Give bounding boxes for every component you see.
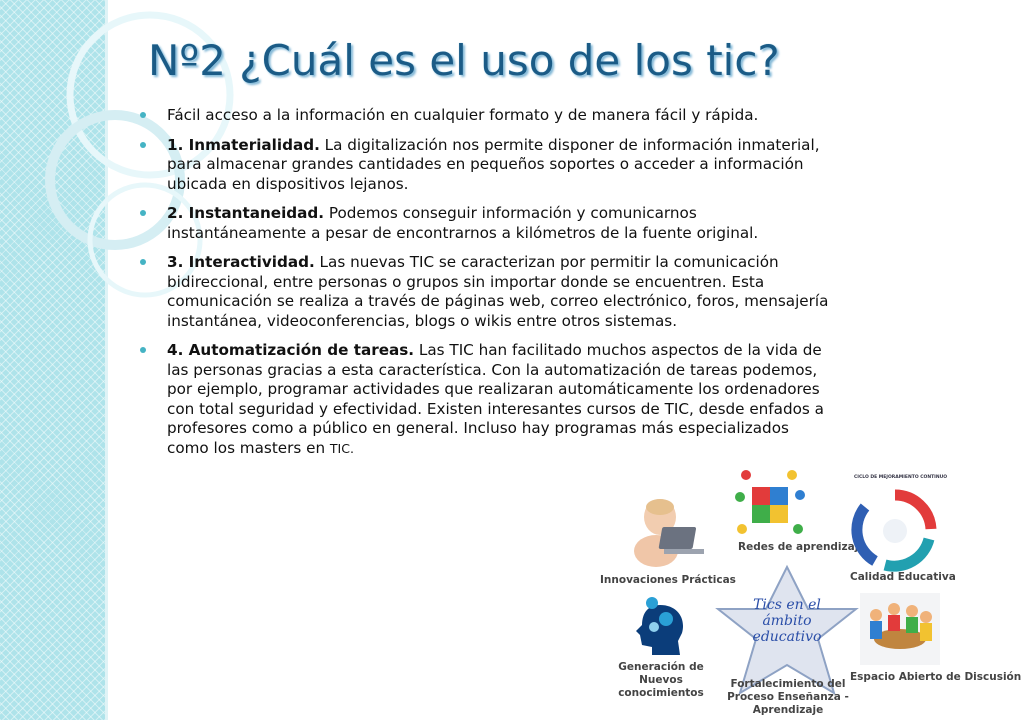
bullet-item <box>131 253 831 331</box>
label-generacion: Generación de Nuevos conocimientos <box>618 661 704 699</box>
label-espacio: Espacio Abierto de Discusión <box>850 671 1021 683</box>
bullet-text: Las nuevas TIC se caracterizan por permitir la comunicación bidireccional, entre personas o grupos sin importar donde se encuentren. Esta comunicación se realiza a través de páginas web, correo electrónico, foros, mensajería instantánea, videoconferencias, blogs o wikis entre otros sistemas. <box>167 253 829 330</box>
bullet-list <box>131 106 831 468</box>
slide-title: Nº2 ¿Cuál es el uso de los tic? <box>148 36 780 85</box>
bullet-dot-icon <box>140 347 146 353</box>
bullet-dot-icon <box>140 112 146 118</box>
puzzle-people-illustration <box>730 469 810 539</box>
label-redes: Redes de aprendizaje <box>738 541 866 553</box>
center-star-label: Tics en el ámbito educativo <box>752 597 822 645</box>
bullet-item <box>131 204 831 243</box>
baby-laptop-illustration <box>630 495 710 570</box>
tics-diagram <box>600 465 1021 720</box>
bullet-text: Fácil acceso a la información en cualquier formato y de manera fácil y rápida. <box>167 106 759 124</box>
bullet-text: Podemos conseguir información y comunicarnos instantáneamente a pesar de encontrarnos a kilómetros de la fuente original. <box>167 204 759 242</box>
bullet-text-tail: TIC. <box>329 440 354 456</box>
discussion-group-illustration <box>860 593 940 665</box>
bullet-term: 3. Interactividad. <box>167 253 315 271</box>
bullet-term: 4. Automatización de tareas. <box>167 341 415 359</box>
label-calidad: Calidad Educativa <box>850 571 956 583</box>
label-ciclo: CICLO DE MEJORAMIENTO CONTINUO <box>854 475 948 480</box>
bullet-item <box>131 106 831 126</box>
bullet-dot-icon <box>140 259 146 265</box>
bullet-term: 2. Instantaneidad. <box>167 204 325 222</box>
bullet-item <box>131 341 831 458</box>
bullet-dot-icon <box>140 210 146 216</box>
bullet-text: Las TIC han facilitado muchos aspectos de la vida de las personas gracias a esta característica. Con la automatización de tareas podemos, por ejemplo, programar actividades que realizaran automáticamente los ordenadores con total seguridad y efectividad. Existen interesantes cursos de TIC, desde enfados a profesores como a público en general. Incluso hay programas más especializados como los masters en <box>167 341 824 457</box>
label-innovaciones: Innovaciones Prácticas <box>600 574 736 586</box>
bullet-dot-icon <box>140 142 146 148</box>
bullet-text: La digitalización nos permite disponer de información inmaterial, para almacenar grandes cantidades en pequeños soportes o acceder a información ubicada en dispositivos lejanos. <box>167 135 820 193</box>
bullet-term: 1. Inmaterialidad. <box>167 135 320 154</box>
head-gears-icon <box>630 595 690 660</box>
bullet-item <box>131 136 831 195</box>
label-fortalecimiento: Fortalecimiento del Proceso Enseñanza -Aprendizaje <box>727 678 849 716</box>
